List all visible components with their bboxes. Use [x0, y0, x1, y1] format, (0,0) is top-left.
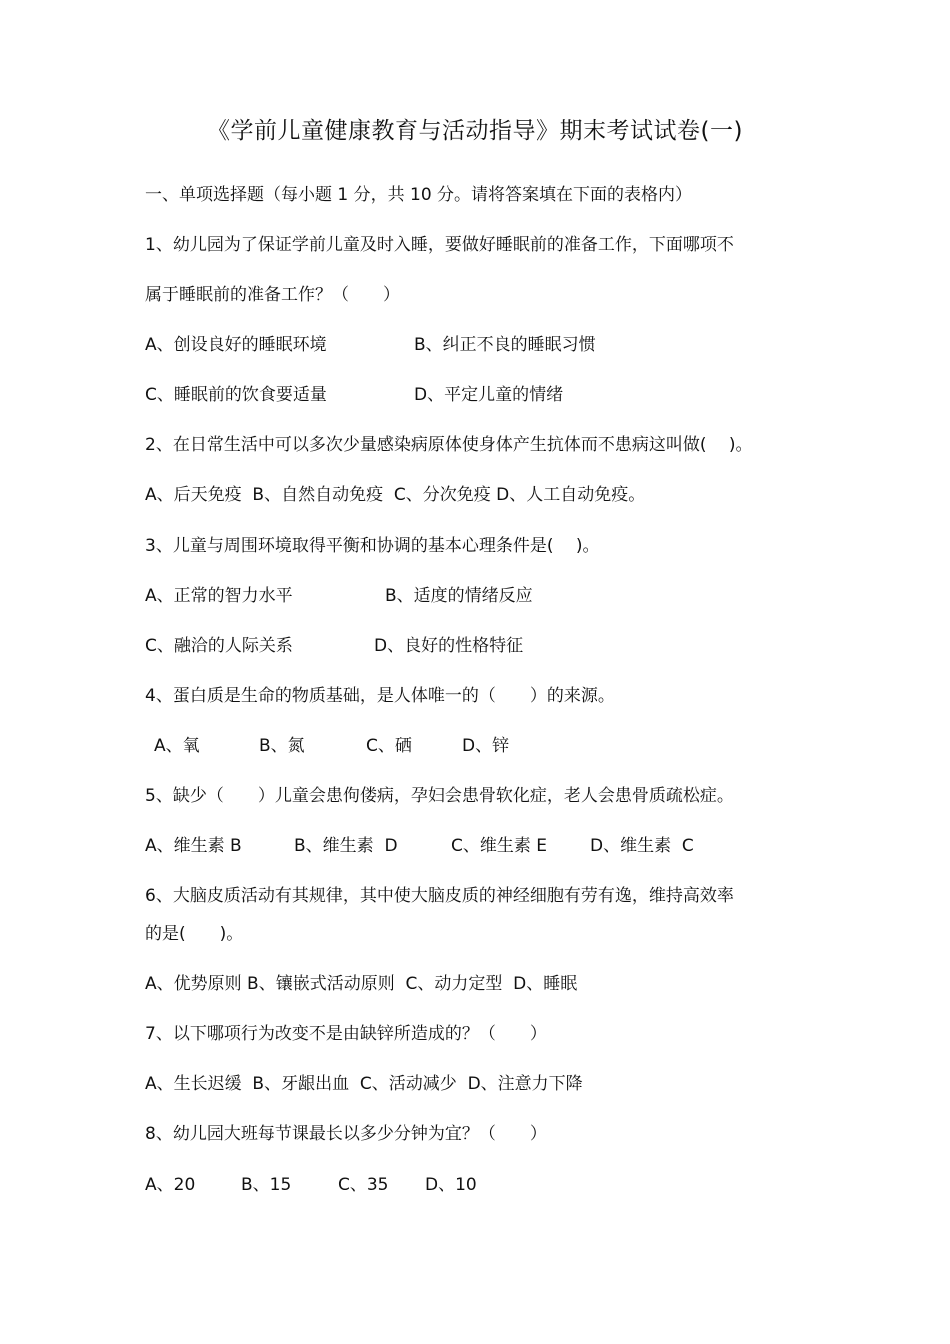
option-b: B、氮	[259, 736, 305, 756]
option-b: B、维生素 D	[294, 836, 398, 856]
option-b: B、纠正不良的睡眠习惯	[414, 335, 596, 355]
option-d: D、维生素 C	[590, 836, 694, 856]
option-c: C、维生素 E	[451, 836, 548, 856]
option-b: B、15	[241, 1175, 292, 1195]
option-a: A、20	[145, 1175, 196, 1195]
option-a: A、维生素 B	[145, 836, 242, 856]
question-8-line-1: 8、幼儿园大班每节课最长以多少分钟为宜？（ ）	[145, 1124, 547, 1144]
option-d: D、锌	[462, 736, 510, 756]
option-c: C、融洽的人际关系	[145, 636, 293, 656]
option-d: D、10	[425, 1175, 477, 1195]
option-b: B、适度的情绪反应	[385, 586, 533, 606]
option-a: A、创设良好的睡眠环境	[145, 335, 327, 355]
option-c: C、睡眠前的饮食要适量	[145, 385, 327, 405]
section-heading: 一、单项选择题（每小题 1 分，共 10 分。请将答案填在下面的表格内）	[145, 185, 693, 205]
question-6-line-2: 的是( )。	[145, 924, 244, 944]
question-3-options-row-1	[145, 584, 845, 608]
question-4-options	[145, 734, 845, 758]
question-6-options: A、优势原则 B、镶嵌式活动原则 C、动力定型 D、睡眠	[145, 974, 578, 994]
option-a: A、氧	[154, 736, 200, 756]
question-7-line-1: 7、以下哪项行为改变不是由缺锌所造成的？（ ）	[145, 1024, 547, 1044]
option-d: D、良好的性格特征	[374, 636, 524, 656]
option-c: C、硒	[366, 736, 412, 756]
option-c: C、35	[338, 1175, 389, 1195]
question-1-options-row-2	[145, 383, 845, 407]
question-5-options	[145, 834, 845, 858]
question-3-options-row-2	[145, 634, 845, 658]
question-1-line-1: 1、幼儿园为了保证学前儿童及时入睡，要做好睡眠前的准备工作，下面哪项不	[145, 235, 734, 255]
question-1-options-row-1	[145, 333, 845, 357]
question-2-line-1: 2、在日常生活中可以多次少量感染病原体使身体产生抗体而不患病这叫做( )。	[145, 435, 753, 455]
option-a: A、正常的智力水平	[145, 586, 293, 606]
option-d: D、平定儿童的情绪	[414, 385, 564, 405]
question-2-options: A、后天免疫 B、自然自动免疫 C、分次免疫 D、人工自动免疫。	[145, 485, 646, 505]
question-7-options: A、生长迟缓 B、牙龈出血 C、活动减少 D、注意力下降	[145, 1074, 583, 1094]
question-4-line-1: 4、蛋白质是生命的物质基础，是人体唯一的（ ）的来源。	[145, 686, 615, 706]
question-5-line-1: 5、缺少（ ）儿童会患佝偻病，孕妇会患骨软化症，老人会患骨质疏松症。	[145, 786, 734, 806]
page-title: 《学前儿童健康教育与活动指导》期末考试试卷(一)	[207, 118, 743, 144]
question-1-line-2: 属于睡眠前的准备工作？（ ）	[145, 285, 400, 305]
question-3-line-1: 3、儿童与周围环境取得平衡和协调的基本心理条件是( )。	[145, 536, 600, 556]
question-6-line-1: 6、大脑皮质活动有其规律，其中使大脑皮质的神经细胞有劳有逸，维持高效率	[145, 886, 734, 906]
question-8-options	[145, 1173, 845, 1197]
